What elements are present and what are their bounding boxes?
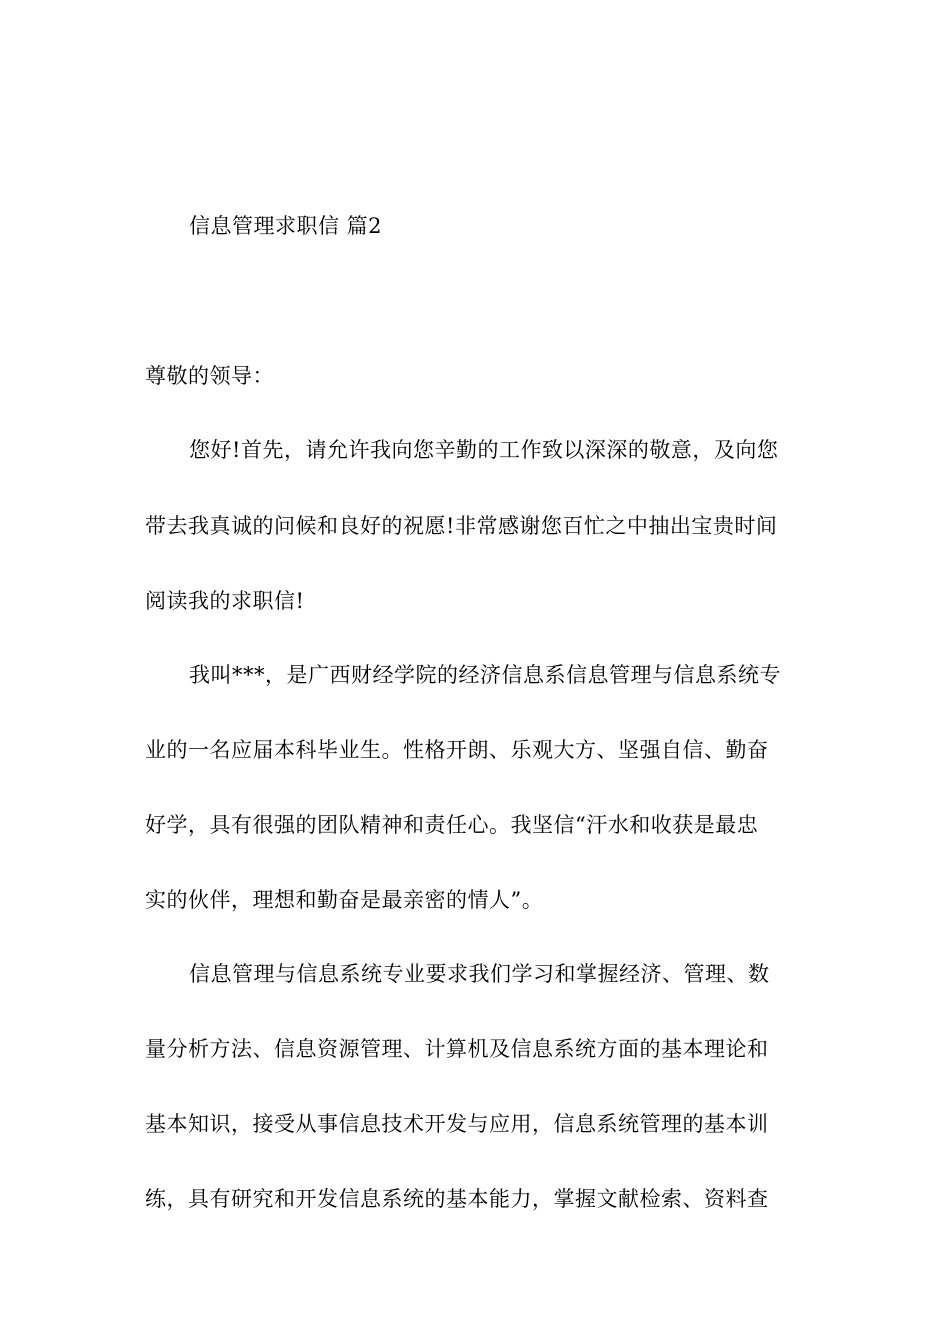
paragraph-line: 您好!首先，请允许我向您辛勤的工作致以深深的敬意，及向您 xyxy=(189,438,779,462)
paragraph-line: 练，具有研究和开发信息系统的基本能力，掌握文献检索、资料查 xyxy=(145,1187,769,1211)
paragraph-line: 带去我真诚的问候和良好的祝愿!非常感谢您百忙之中抽出宝贵时间 xyxy=(145,514,778,538)
paragraph-line: 实的伙伴，理想和勤奋是最亲密的情人”。 xyxy=(145,888,544,912)
document-title: 信息管理求职信 篇2 xyxy=(189,214,383,238)
paragraph-line: 信息管理与信息系统专业要求我们学习和掌握经济、管理、数 xyxy=(189,962,770,986)
paragraph-line: 基本知识，接受从事信息技术开发与应用，信息系统管理的基本训 xyxy=(145,1112,769,1136)
paragraph-line: 业的一名应届本科毕业生。性格开朗、乐观大方、坚强自信、勤奋 xyxy=(145,738,769,762)
paragraph-line: 我叫***，是广西财经学院的经济信息系信息管理与信息系统专 xyxy=(189,663,781,687)
paragraph-line: 好学，具有很强的团队精神和责任心。我坚信“汗水和收获是最忠 xyxy=(145,813,759,837)
greeting: 尊敬的领导： xyxy=(145,364,274,388)
paragraph-line: 量分析方法、信息资源管理、计算机及信息系统方面的基本理论和 xyxy=(145,1037,769,1061)
paragraph-line: 阅读我的求职信! xyxy=(145,589,305,613)
